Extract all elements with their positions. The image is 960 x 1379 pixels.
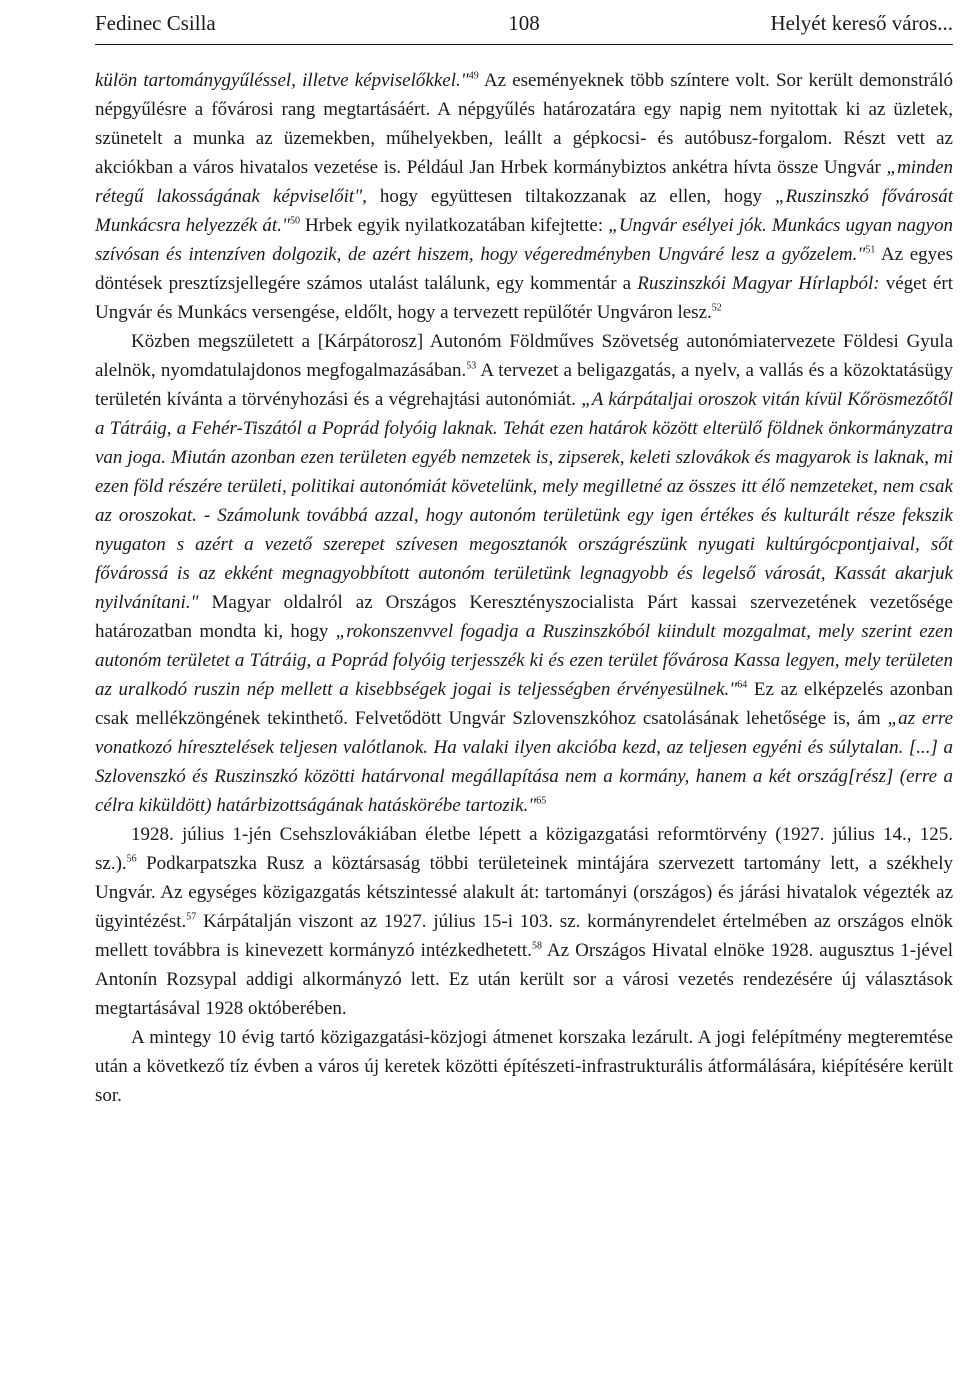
footnote-ref: 56 bbox=[126, 853, 137, 865]
quotation: „rokonszenvvel fogadja a Ruszinszkóból kiindult mozgalmat, mely szerint ezen autonóm területet a Tátráig, a Poprád folyóig terjesszék ki és ezen terület fővárosa Kassa legyen, mely területen az uralkodó ruszin nép mellett a kisebbségek jogai is teljességben érvényesülnek." bbox=[95, 621, 953, 700]
text-run: véget ért Ungvár és Munkács versengése, eldőlt, hogy a tervezett repülőtér Ungváron lesz. bbox=[95, 273, 953, 323]
header-author: Fedinec Csilla bbox=[95, 11, 216, 35]
text-run: 1928. július 1-jén Csehszlovákiában életbe lépett a közigazgatási reformtörvény (1927. július 14., 125. sz.). bbox=[95, 824, 953, 874]
footnote-ref: 65 bbox=[536, 795, 547, 807]
footnote-ref: 57 bbox=[186, 911, 197, 923]
footnote-ref: 64 bbox=[737, 679, 748, 691]
paragraph bbox=[95, 820, 953, 1023]
quotation: „A kárpátaljai oroszok vitán kívül Kőrösmezőtől a Tátráig, a Fehér-Tiszától a Poprád folyóig laknak. Tehát ezen határok között elterülő földnek önkormányzatra van joga. Miután azonban ezen területen egyéb nemzetek is, zipserek, keleti szlovákok és magyarok is laknak, mi ezen föld részére területi, politikai autonómiát követelünk, mely megilletné az összes itt élő nemzeteket, nem csak az oroszokat. - Számolunk továbbá azzal, hogy autonóm területünk egy igen értékes és kulturált része fekszik nyugaton s azért a vezető szerepet szívesen megosztanók országrészünk nyugati kultúrgócpontjaival, sőt fővárossá is az ekként megnagyobbított autonóm területünk legnagyobb és legelső városát, Kassát akarjuk nyilvánítani." bbox=[95, 389, 953, 613]
quotation: „Ungvár esélyei jók. Munkács ugyan nagyon szívósan és intenzíven dolgozik, de azért hiszem, hogy végeredményben Ungváré lesz a győzelem." bbox=[95, 215, 953, 265]
footnote-ref: 50 bbox=[289, 215, 300, 227]
quotation: „az erre vonatkozó híresztelések teljesen valótlanok. Ha valaki ilyen akcióba kezd, az teljesen egyéni és súlytalan. [...] a Szlovenszkó és Ruszinszkó közötti határvonal megállapítása nem a kormány, hanem a két ország[rész] (erre a célra kiküldött) határbizottságának hatáskörébe tartozik." bbox=[95, 708, 953, 816]
text-run: hogy együttesen tiltakozzanak az ellen, hogy bbox=[366, 186, 775, 207]
running-header bbox=[95, 8, 953, 38]
quotation: „Ruszinszkó fővárosát Munkácsra helyezzék át." bbox=[95, 186, 953, 236]
body-text bbox=[95, 66, 953, 1110]
text-run: Az eseményeknek több színtere volt. Sor került demonstráló népgyűlésre a fővárosi rang megtartásáért. A népgyűlés határozatára egy napig nem nyitottak ki az üzletek, szünetelt a munka az üzemekben, műhelyekben, leállt a gépkocsi- és autóbusz-forgalom. Részt vett az akciókban a város hivatalos vezetése is. Például Jan Hrbek kormánybiztos ankétra hívta össze Ungvár bbox=[95, 70, 953, 178]
page-number: 108 bbox=[508, 11, 540, 35]
header-title: Helyét kereső város... bbox=[770, 11, 953, 35]
text-run: Kárpátalján viszont az 1927. július 15-i 103. sz. kormányrendelet értelmében az országos elnök mellett továbbra is kinevezett kormányzó intézkedhetett. bbox=[95, 911, 953, 961]
text-run: Ez az elképzelés azonban csak mellékzöngének tekinthető. Felvetődött Ungvár Szlovenszkóhoz csatolásának lehetősége is, ám bbox=[95, 679, 953, 729]
quotation: Ruszinszkói Magyar Hírlapból: bbox=[637, 273, 880, 294]
text-run: Az egyes döntések presztízsjellegére számos utalást találunk, egy kommentár a bbox=[95, 244, 953, 294]
footnote-ref: 52 bbox=[711, 302, 722, 314]
footnote-ref: 51 bbox=[865, 244, 876, 256]
footnote-ref: 58 bbox=[531, 940, 542, 952]
quotation: külön tartománygyűléssel, illetve képviselőkkel." bbox=[95, 70, 469, 91]
paragraph bbox=[95, 1023, 953, 1110]
text-run: Magyar oldalról az Országos Keresztényszocialista Párt kassai szervezetének vezetősége határozatban mondta ki, hogy bbox=[95, 592, 953, 642]
footnote-ref: 53 bbox=[466, 360, 477, 372]
quotation: „minden rétegű lakosságának képviselőit", bbox=[95, 157, 953, 207]
text-run: Hrbek egyik nyilatkozatában kifejtette: bbox=[299, 215, 609, 236]
footnote-ref: 49 bbox=[468, 70, 479, 82]
paragraph bbox=[95, 66, 953, 327]
text-run: A mintegy 10 évig tartó közigazgatási-közjogi átmenet korszaka lezárult. A jogi felépítmény megteremtése után a következő tíz évben a város új keretek közötti építészeti-infrastrukturális átformálására, kiépítésére került sor. bbox=[95, 1027, 953, 1106]
header-rule bbox=[95, 44, 953, 45]
paragraph bbox=[95, 327, 953, 820]
text-run: A tervezet a beligazgatás, a nyelv, a vallás és a közoktatásügy területén kívánta a törvényhozási és a végrehajtási autonómiát. bbox=[95, 360, 954, 410]
text-run: Közben megszületett a [Kárpátorosz] Autonóm Földműves Szövetség autonómiatervezete Földesi Gyula alelnök, nyomdatulajdonos megfogalmazásában. bbox=[95, 331, 953, 381]
text-run: Podkarpatszka Rusz a köztársaság többi területeinek mintájára szervezett tartomány lett, a székhely Ungvár. Az egységes közigazgatás kétszintessé alakult át: tartományi (országos) és járási hivatalok végezték az ügyintézést. bbox=[95, 853, 953, 932]
text-run: Az Országos Hivatal elnöke 1928. augusztus 1-jével Antonín Rozsypal addigi alkormányzó lett. Ez után került sor a városi vezetés rendezésére új választások megtartásával 1928 októberében. bbox=[95, 940, 953, 1019]
